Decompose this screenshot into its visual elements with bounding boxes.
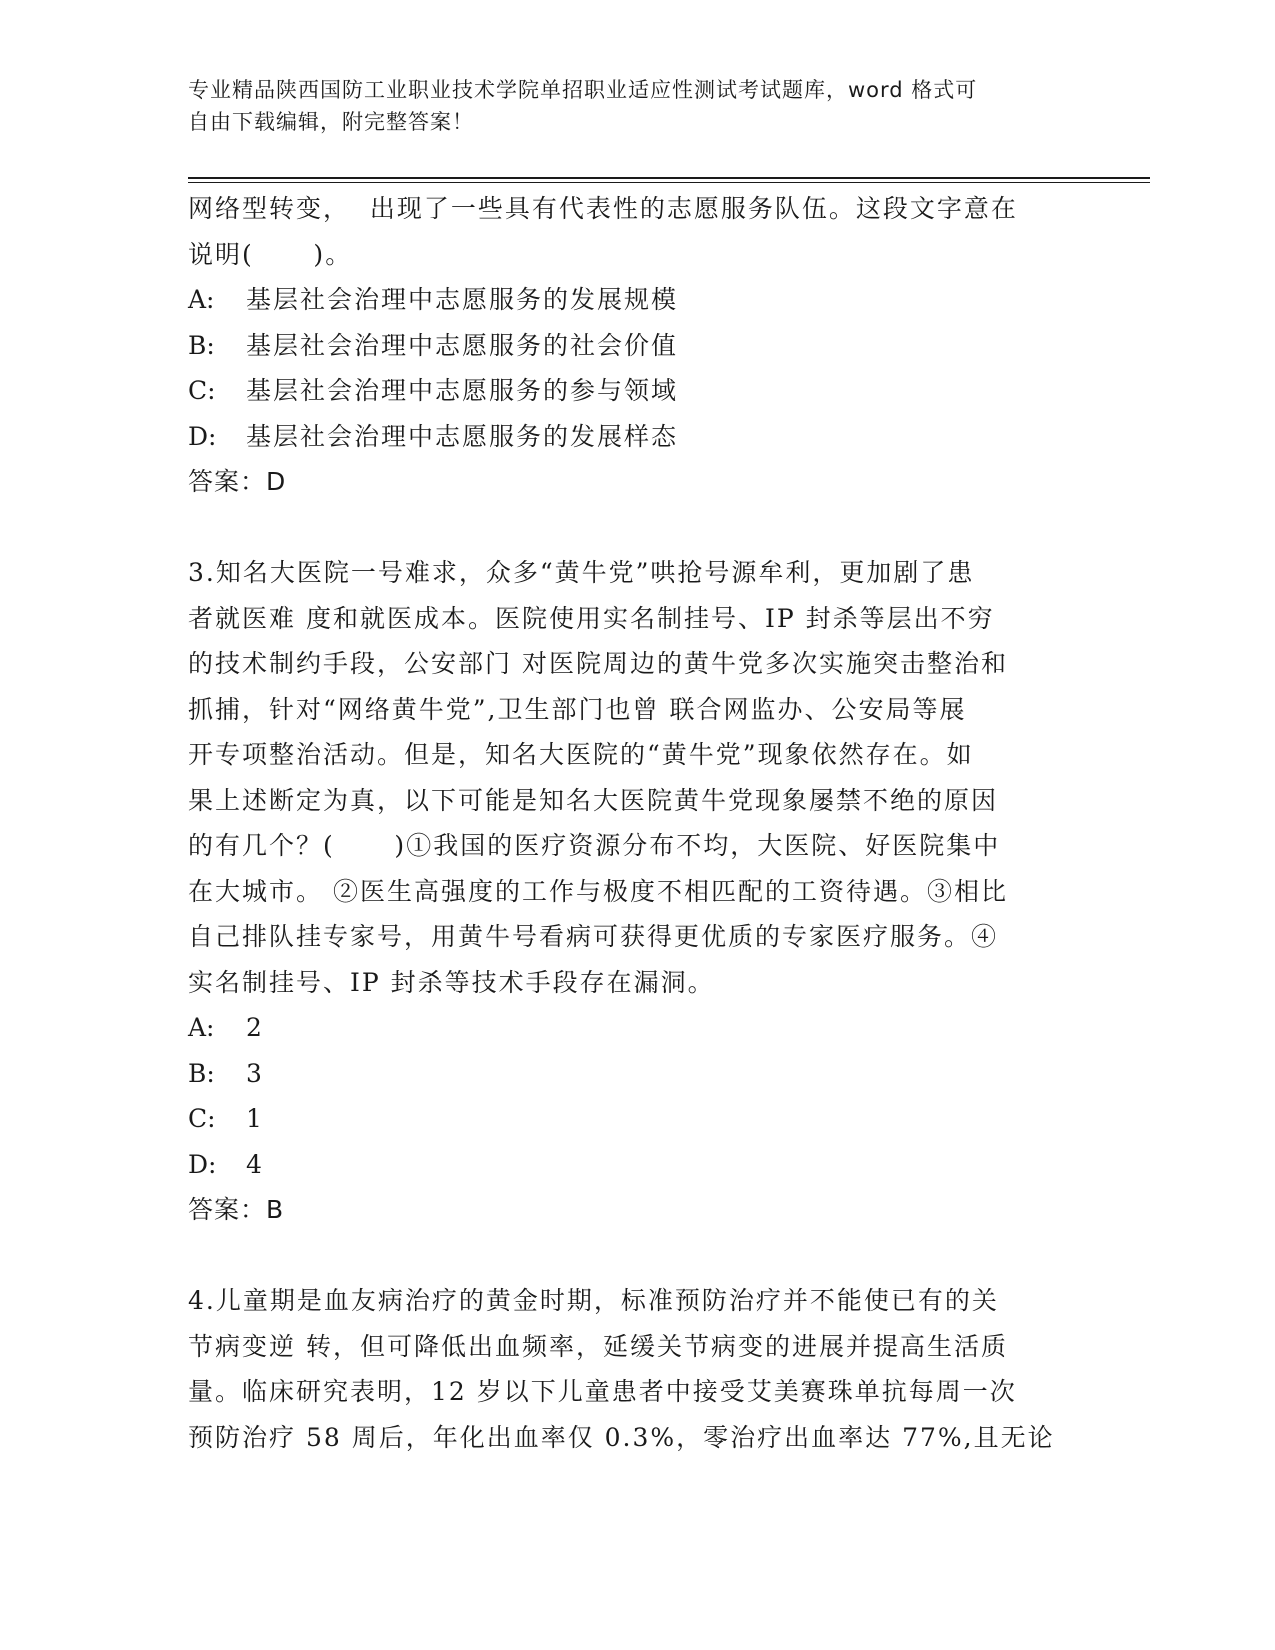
answer: 答案：B — [188, 1195, 285, 1224]
option-label: D: — [188, 1149, 217, 1179]
document-body — [188, 186, 1088, 1460]
question-3-line: 实名制挂号、IP 封杀等技术手段存在漏洞。 — [188, 967, 715, 997]
option-label: D: — [188, 421, 217, 451]
option-b — [188, 1051, 1088, 1097]
header-line-1: 专业精品陕西国防工业职业技术学院单招职业适应性测试考试题库，word 格式可 — [188, 78, 978, 102]
option-c — [188, 368, 1088, 414]
question-3-line: 3.知名大医院一号难求，众多“黄牛党”哄抢号源牟利，更加剧了患 — [188, 558, 975, 587]
option-text: 1 — [246, 1104, 264, 1133]
question-2-line: 网络型转变， 出现了一些具有代表性的志愿服务队伍。这段文字意在 — [188, 194, 1018, 223]
option-a — [188, 277, 1088, 323]
header-divider-thin — [188, 182, 1150, 183]
question-2 — [188, 186, 1088, 505]
question-2-line: 说明( )。 — [188, 239, 353, 269]
question-3-line: 自己排队挂专家号，用黄牛号看病可获得更优质的专家医疗服务。④ — [188, 922, 999, 951]
question-3-line: 在大城市。 ②医生高强度的工作与极度不相匹配的工资待遇。③相比 — [188, 876, 1008, 906]
option-label: C: — [188, 1104, 216, 1133]
question-3 — [188, 550, 1088, 1233]
question-3-line: 抓捕，针对“网络黄牛党”,卫生部门也曾 联合网监办、公安局等展 — [188, 694, 967, 724]
question-3-line: 的技术制约手段，公安部门 对医院周边的黄牛党多次实施突击整治和 — [188, 649, 1008, 678]
question-4-line: 节病变逆 转，但可降低出血频率，延缓关节病变的进展并提高生活质 — [188, 1331, 1008, 1361]
page-header — [188, 74, 1088, 138]
spacer — [188, 505, 1088, 551]
question-3-line: 开专项整治活动。但是，知名大医院的“黄牛党”现象依然存在。如 — [188, 740, 974, 769]
option-label: B: — [188, 1058, 215, 1088]
option-label: C: — [188, 376, 216, 405]
option-text: 基层社会治理中志愿服务的发展规模 — [246, 285, 679, 314]
question-4-line: 量。临床研究表明，12 岁以下儿童患者中接受艾美赛珠单抗每周一次 — [188, 1377, 1017, 1406]
question-3-line: 的有几个？( )①我国的医疗资源分布不均，大医院、好医院集中 — [188, 831, 1001, 860]
question-3-line: 者就医难 度和就医成本。医院使用实名制挂号、IP 封杀等层出不穷 — [188, 603, 995, 633]
option-d — [188, 1142, 1088, 1188]
spacer — [188, 1233, 1088, 1279]
option-label: A: — [188, 1013, 215, 1042]
option-text: 4 — [246, 1149, 264, 1179]
option-d — [188, 414, 1088, 460]
option-b — [188, 323, 1088, 369]
question-4 — [188, 1278, 1088, 1460]
option-text: 基层社会治理中志愿服务的参与领域 — [246, 376, 679, 405]
option-c — [188, 1096, 1088, 1142]
option-a — [188, 1005, 1088, 1051]
header-line-2: 自由下载编辑，附完整答案！ — [188, 110, 474, 134]
option-text: 3 — [246, 1058, 264, 1088]
option-text: 基层社会治理中志愿服务的发展样态 — [246, 421, 679, 451]
answer: 答案：D — [188, 467, 287, 496]
header-divider-thick — [188, 177, 1150, 179]
question-4-line: 预防治疗 58 周后，年化出血率仅 0.3%，零治疗出血率达 77%,且无论 — [188, 1422, 1055, 1452]
question-3-line: 果上述断定为真，以下可能是知名大医院黄牛党现象屡禁不绝的原因 — [188, 785, 999, 815]
option-label: A: — [188, 285, 215, 314]
option-text: 2 — [246, 1013, 264, 1042]
question-4-line: 4.儿童期是血友病治疗的黄金时期，标准预防治疗并不能使已有的关 — [188, 1286, 999, 1315]
option-text: 基层社会治理中志愿服务的社会价值 — [246, 330, 679, 360]
option-label: B: — [188, 330, 215, 360]
